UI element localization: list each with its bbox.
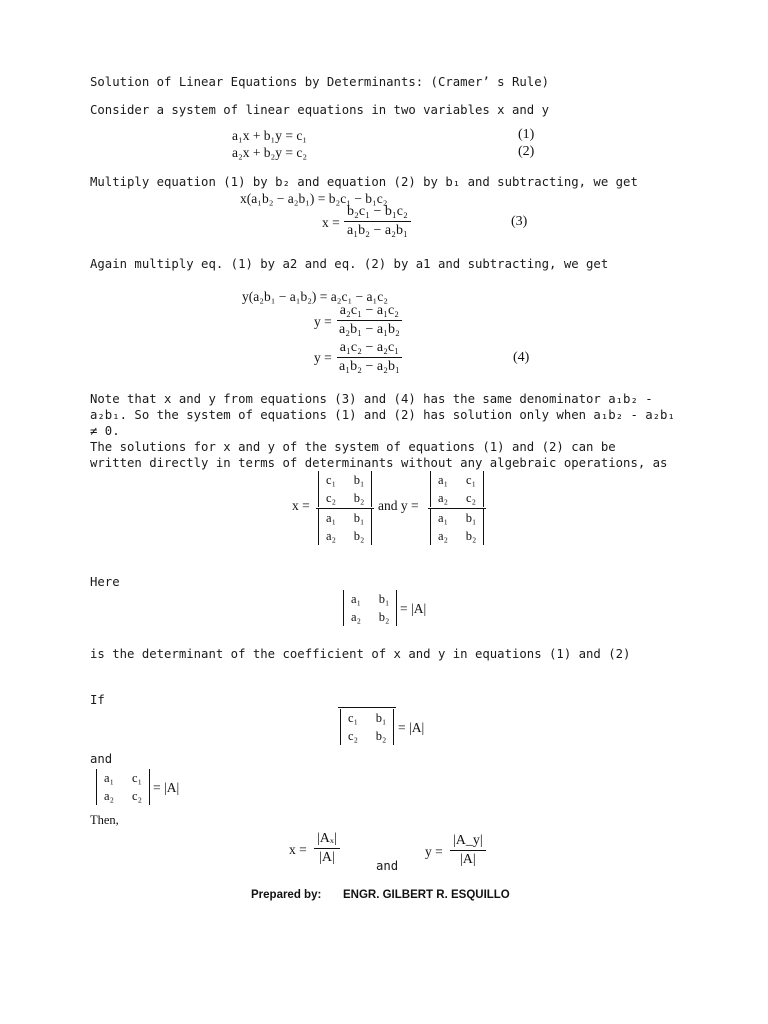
note-line-2: a₂b₁. So the system of equations (1) and (2) has solution only when a₁b₂ - a₂b₁ [90, 408, 675, 422]
y-fraction-1-denominator: a₂b₁ − a₁b₂ [339, 322, 400, 337]
multiply-step-1: Multiply equation (1) by b₂ and equation (2) by b₁ and subtracting, we get [90, 175, 638, 189]
y-fraction-2-numerator: a₁c₂ − a₂c₁ [337, 340, 402, 358]
note-line-1: Note that x and y from equations (3) and (4) has the same denominator a₁b₂ - [90, 392, 653, 406]
equation-4-number: (4) [513, 350, 530, 365]
cramer-x-denominator-determinant: a₁ b₁ a₂ b₂ [318, 509, 372, 545]
determinant-Ax-equals: = |A| [398, 720, 425, 735]
document-title: Solution of Linear Equations by Determinants: (Cramer’ s Rule) [90, 75, 550, 89]
final-y-denominator: |A| [460, 852, 476, 867]
determinant-A: a₁ b₁ a₂ b₂ [343, 590, 397, 626]
coefficient-text: is the determinant of the coefficient of x and y in equations (1) and (2) [90, 647, 631, 661]
final-y-numerator: |A_y| [450, 833, 486, 851]
final-x-fraction [314, 831, 340, 866]
final-y-fraction [450, 833, 486, 868]
y-fraction-1 [336, 303, 403, 338]
equation-2-number: (2) [518, 144, 535, 159]
final-x-numerator: |Aₓ| [314, 831, 340, 849]
equation-1: a₁x + b₁y = c₁ [232, 128, 308, 143]
determinant-Ay: a₁ c₁ a₂ c₂ [96, 769, 150, 805]
y-step-equation: y(a₂b₁ − a₁b₂) = a₂c₁ − a₁c₂ [242, 289, 388, 304]
final-y-lhs: y = [425, 844, 443, 859]
x-fraction-denominator: a₁b₂ − a₂b₁ [347, 223, 408, 238]
solution-line-1: The solutions for x and y of the system of equations (1) and (2) can be [90, 440, 616, 454]
final-x-denominator: |A| [319, 850, 335, 865]
y-fraction-2-denominator: a₁b₂ − a₂b₁ [339, 359, 400, 374]
cramer-x-label: x = [292, 498, 310, 513]
cramer-y-numerator-determinant: a₁ c₁ a₂ c₂ [430, 471, 484, 507]
equation-3-number: (3) [511, 214, 528, 229]
intro-text: Consider a system of linear equations in two variables x and y [90, 103, 550, 117]
prepared-by-label: Prepared by: [251, 889, 322, 901]
cramer-y-denominator-determinant: a₁ b₁ a₂ b₂ [430, 509, 484, 545]
Ax-overline [338, 707, 396, 708]
y-lhs-2: y = [314, 350, 332, 365]
determinant-A-equals: = |A| [400, 601, 427, 616]
if-label: If [90, 693, 105, 707]
final-and-label: and [376, 859, 399, 873]
determinant-Ay-equals: = |A| [153, 780, 180, 795]
determinant-Ax: c₁ b₁ c₂ b₂ [340, 709, 394, 745]
equation-2: a₂x + b₂y = c₂ [232, 145, 308, 160]
x-fraction [344, 204, 411, 239]
author-name: ENGR. GILBERT R. ESQUILLO [343, 889, 510, 901]
then-label: Then, [90, 813, 119, 827]
x-fraction-numerator: b₂c₁ − b₁c₂ [344, 204, 411, 222]
multiply-step-2: Again multiply eq. (1) by a2 and eq. (2) by a1 and subtracting, we get [90, 257, 609, 271]
cramer-and-y-label: and y = [378, 498, 419, 513]
here-label: Here [90, 575, 120, 589]
y-fraction-2 [336, 340, 403, 375]
equation-1-number: (1) [518, 127, 535, 142]
note-line-3: ≠ 0. [90, 424, 120, 438]
cramer-x-numerator-determinant: c₁ b₁ c₂ b₂ [318, 471, 372, 507]
y-lhs-1: y = [314, 314, 332, 329]
x-step-equation: x(a₁b₂ − a₂b₁) = b₂c₁ − b₁c₂ [240, 191, 388, 206]
and-label: and [90, 752, 113, 766]
y-fraction-1-numerator: a₂c₁ − a₁c₂ [337, 303, 402, 321]
solution-line-2: written directly in terms of determinants without any algebraic operations, as [90, 456, 668, 470]
final-x-lhs: x = [289, 842, 307, 857]
x-lhs: x = [322, 215, 340, 230]
